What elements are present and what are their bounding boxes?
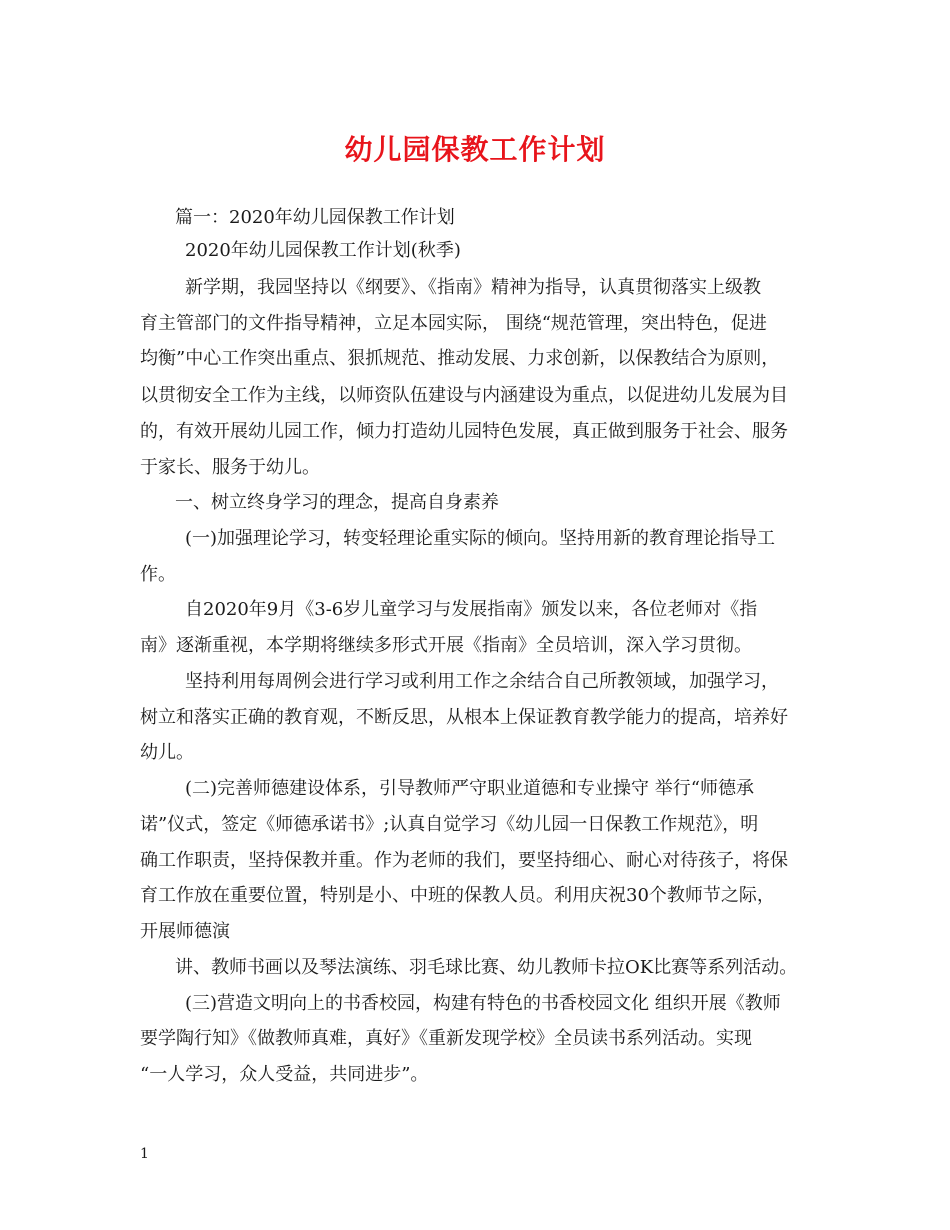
body-line: 开展师德演 [140, 921, 230, 942]
body-line: 坚持利用每周例会进行学习或利用工作之余结合自己所教领域，加强学习， [185, 671, 779, 692]
document-title: 幼儿园保教工作计划 [344, 133, 606, 166]
body-line: 要学陶行知》《做教师真难，真好》《重新发现学校》全员读书系列活动。实现 [140, 1028, 752, 1049]
body-line: (二)完善师德建设体系，引导教师严守职业道德和专业操守 举行“师德承 [185, 778, 754, 799]
body-line: “一人学习，众人受益，共同进步”。 [140, 1064, 429, 1085]
section-heading: 篇一：2020年幼儿园保教工作计划 [175, 207, 455, 228]
body-line: 育工作放在重要位置，特别是小、中班的保教人员。利用庆祝30个教师节之际， [140, 885, 775, 906]
body-line: 南》逐渐重视，本学期将继续多形式开展《指南》全员培训，深入学习贯彻。 [140, 635, 752, 656]
body-line: 新学期，我园坚持以《纲要》、《指南》精神为指导，认真贯彻落实上级教 [185, 277, 761, 298]
body-line: 自2020年9月《3-6岁儿童学习与发展指南》颁发以来，各位老师对《指 [185, 599, 758, 620]
body-line: 于家长、服务于幼儿。 [140, 457, 320, 478]
body-line: 树立和落实正确的教育观，不断反思，从根本上保证教育教学能力的提高，培养好 [140, 707, 788, 728]
body-line: 作。 [140, 564, 176, 585]
page-number: 1 [140, 1146, 149, 1162]
subsection-heading: 2020年幼儿园保教工作计划(秋季) [185, 240, 461, 261]
section-heading: 一、树立终身学习的理念，提高自身素养 [175, 492, 499, 513]
body-line: (一)加强理论学习，转变轻理论重实际的倾向。坚持用新的教育理论指导工 [185, 528, 776, 549]
body-line: 讲、教师书画以及琴法演练、羽毛球比赛、幼儿教师卡拉OK比赛等系列活动。 [175, 957, 798, 978]
body-line: 幼儿。 [140, 742, 194, 763]
body-line: 确工作职责，坚持保教并重。作为老师的我们，要坚持细心、耐心对待孩子，将保 [140, 850, 788, 871]
body-line: 育主管部门的文件指导精神，立足本园实际， 围绕“规范管理，突出特色，促进 [140, 313, 767, 334]
body-line: 均衡”中心工作突出重点、狠抓规范、推动发展、力求创新，以保教结合为原则， [140, 348, 780, 369]
body-line: 以贯彻安全工作为主线，以师资队伍建设与内涵建设为重点，以促进幼儿发展为目 [140, 385, 788, 406]
body-line: 诺”仪式，签定《师德承诺书》;认真自觉学习《幼儿园一日保教工作规范》，明 [140, 814, 759, 835]
body-line: (三)营造文明向上的书香校园，构建有特色的书香校园文化 组织开展《教师 [185, 993, 781, 1014]
body-line: 的，有效开展幼儿园工作，倾力打造幼儿园特色发展，真正做到服务于社会、服务 [140, 421, 788, 442]
